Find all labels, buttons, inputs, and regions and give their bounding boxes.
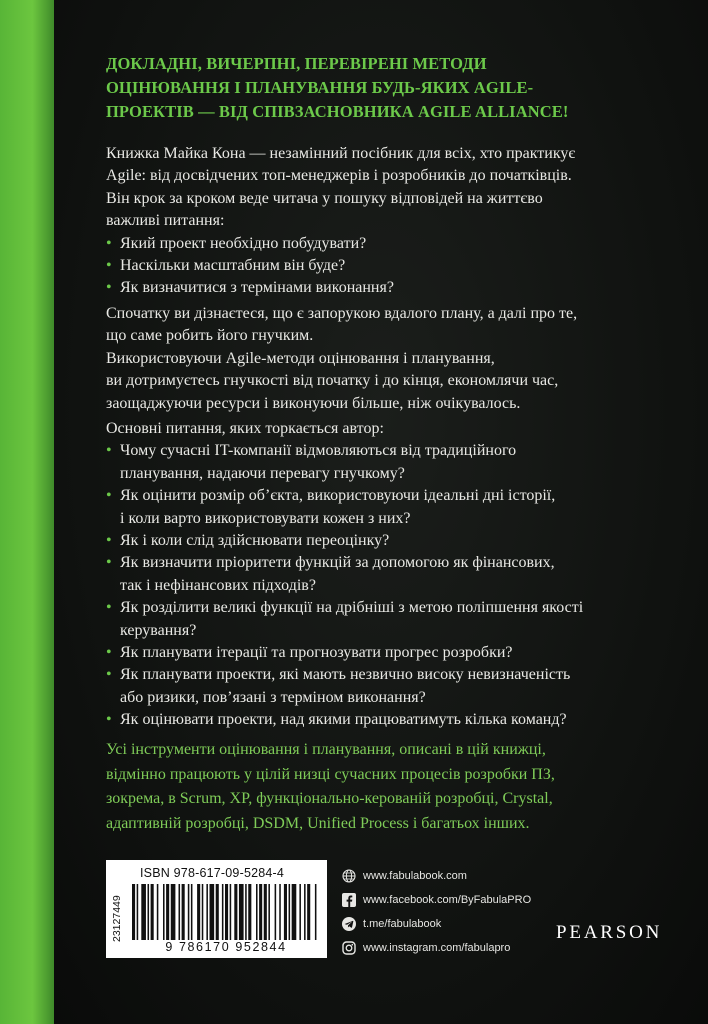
barcode-bar bbox=[191, 884, 193, 940]
barcode-bar bbox=[275, 884, 277, 940]
link-website[interactable] bbox=[342, 864, 531, 888]
barcode-bar bbox=[157, 884, 159, 940]
barcode-bar bbox=[307, 884, 310, 940]
headline-line: ОЦІНЮВАННЯ І ПЛАНУВАННЯ БУДЬ-ЯКИХ AGILE- bbox=[106, 78, 534, 97]
barcode-bar bbox=[197, 884, 200, 940]
publisher-logo: PEARSON bbox=[556, 922, 663, 943]
barcode-box bbox=[106, 860, 327, 958]
barcode-bar bbox=[171, 884, 176, 940]
list-item-text: • Який проект необхідно побудувати? bbox=[120, 234, 367, 252]
barcode-bar bbox=[132, 884, 135, 940]
closing-line: зокрема, в Scrum, XP, функціонально-керованій розробці, Crystal, bbox=[106, 790, 553, 807]
globe-icon bbox=[342, 869, 356, 883]
intro-line: Він крок за кроком веде читача у пошуку відповідей на життєво bbox=[106, 189, 543, 207]
link-text: t.me/fabulabook bbox=[363, 918, 442, 930]
isbn-label: ISBN 978-617-09-5284-4 bbox=[140, 866, 285, 880]
list-item-text: • Як визначитися з термінами виконання? bbox=[120, 279, 394, 297]
barcode-bar bbox=[292, 884, 297, 940]
barcode-bar bbox=[304, 884, 306, 940]
list-item bbox=[106, 642, 676, 664]
middle-line: заощаджуючи ресурси і виконуючи більше, ніж очікувалось. bbox=[106, 394, 521, 412]
barcode-bar bbox=[256, 884, 258, 940]
topics-section bbox=[106, 418, 676, 732]
headline-line: ПРОЕКТІВ — ВІД СПІВЗАСНОВНИКА AGILE ALLIANCE! bbox=[106, 102, 569, 121]
list-item-text: • Як оцінювати проекти, над якими працюватимуть кілька команд? bbox=[120, 711, 567, 729]
intro-line: важливі питання: bbox=[106, 212, 225, 230]
topics-intro: Основні питання, яких торкається автор: bbox=[106, 420, 384, 437]
barcode-bar bbox=[234, 884, 237, 940]
barcode-side-code: 23127449 bbox=[111, 895, 123, 943]
headline bbox=[106, 52, 666, 124]
list-item-text: • Як визначити пріоритети функцій за допомогою як фінансових, bbox=[120, 554, 555, 572]
barcode-bar bbox=[179, 884, 181, 940]
spine-stripe bbox=[0, 0, 54, 1024]
link-instagram[interactable] bbox=[342, 936, 531, 960]
middle-line: Використовуючи Agile-методи оцінювання і планування, bbox=[106, 349, 495, 367]
barcode-bar bbox=[148, 884, 150, 940]
list-item-text: планування, надаючи перевагу гнучкому? bbox=[120, 464, 405, 482]
barcode-bar bbox=[239, 884, 244, 940]
barcode-bar bbox=[137, 884, 139, 940]
closing-line: адаптивній розробці, DSDM, Unified Process і багатьох інших. bbox=[106, 814, 530, 832]
list-item bbox=[106, 255, 676, 277]
middle-line: що саме робить його гнучким. bbox=[106, 327, 314, 345]
barcode-bars bbox=[130, 884, 320, 940]
barcode-bar bbox=[268, 884, 270, 940]
list-item-text: • Як і коли слід здійснювати переоцінку? bbox=[120, 532, 390, 550]
intro-line: Agile: від досвідчених топ-менеджерів і розробників до початківців. bbox=[106, 167, 572, 185]
barcode-bar bbox=[259, 884, 262, 940]
headline-line: ДОКЛАДНІ, ВИЧЕРПНІ, ПЕРЕВІРЕНІ МЕТОДИ bbox=[106, 54, 487, 73]
link-text: www.instagram.com/fabulapro bbox=[363, 942, 511, 954]
barcode-bar bbox=[182, 884, 185, 940]
telegram-icon bbox=[342, 917, 356, 931]
barcode-bar bbox=[230, 884, 232, 940]
barcode-bar bbox=[245, 884, 247, 940]
topics-bullet-list bbox=[106, 440, 676, 731]
link-text: www.fabulabook.com bbox=[363, 870, 467, 882]
link-telegram[interactable] bbox=[342, 912, 531, 936]
barcode-bar bbox=[206, 884, 208, 940]
facebook-icon bbox=[342, 893, 356, 907]
link-text: www.facebook.com/ByFabulaPRO bbox=[363, 894, 532, 906]
barcode-bar bbox=[248, 884, 251, 940]
list-item-text: і коли варто використовувати кожен з них? bbox=[120, 509, 411, 527]
list-item bbox=[106, 233, 676, 255]
list-item bbox=[106, 664, 676, 709]
barcode-bar bbox=[188, 884, 190, 940]
barcode-bar bbox=[315, 884, 317, 940]
list-item-text: • Наскільки масштабним він буде? bbox=[120, 257, 346, 275]
barcode-bar bbox=[284, 884, 287, 940]
list-item-text: • Як планувати проекти, які мають незвично високу невизначеність bbox=[120, 666, 571, 684]
list-item-text: керування? bbox=[120, 621, 197, 639]
intro-paragraph bbox=[106, 143, 676, 300]
intro-bullet-list bbox=[106, 233, 676, 300]
barcode-bar bbox=[166, 884, 169, 940]
barcode-bar bbox=[299, 884, 301, 940]
list-item bbox=[106, 440, 676, 485]
list-item bbox=[106, 709, 676, 731]
list-item-text: або ризики, пов’язані з терміном виконання? bbox=[120, 688, 426, 706]
closing-paragraph bbox=[106, 738, 676, 836]
link-facebook[interactable] bbox=[342, 888, 531, 912]
barcode-digits: 9 786170 952844 bbox=[165, 940, 287, 954]
barcode-bar bbox=[225, 884, 228, 940]
middle-paragraph bbox=[106, 303, 676, 415]
barcode-bar bbox=[216, 884, 219, 940]
middle-line: ви дотримуєтесь гнучкості від початку і до кінця, економлячи час, bbox=[106, 372, 559, 390]
list-item bbox=[106, 277, 676, 299]
barcode-bar bbox=[202, 884, 204, 940]
instagram-icon bbox=[342, 941, 356, 955]
barcode-bar bbox=[289, 884, 291, 940]
list-item bbox=[106, 552, 676, 597]
barcode-bar bbox=[141, 884, 146, 940]
list-item-text: • Як оцінити розмір об’єкта, використовуючи ідеальні дні історії, bbox=[120, 487, 556, 505]
closing-line: Усі інструменти оцінювання і планування, описані в цій книжці, bbox=[106, 741, 546, 758]
barcode-bar bbox=[163, 884, 165, 940]
list-item bbox=[106, 530, 676, 552]
barcode-bar bbox=[279, 884, 281, 940]
list-item bbox=[106, 485, 676, 530]
closing-line: відмінно працюють у цілій низці сучасних процесів розробки ПЗ, bbox=[106, 765, 555, 783]
list-item bbox=[106, 597, 676, 642]
middle-line: Спочатку ви дізнаєтеся, що є запорукою вдалого плану, а далі про те, bbox=[106, 305, 578, 322]
barcode-bar bbox=[222, 884, 224, 940]
barcode-bar bbox=[210, 884, 215, 940]
list-item-text: • Як планувати ітерації та прогнозувати прогрес розробки? bbox=[120, 644, 513, 662]
barcode-bar bbox=[151, 884, 154, 940]
list-item-text: так і нефінансових підходів? bbox=[120, 576, 316, 594]
intro-line: Книжка Майка Кона — незамінний посібник для всіх, хто практикує bbox=[106, 145, 576, 162]
list-item-text: • Чому сучасні IT-компанії відмовляються від традиційного bbox=[120, 442, 517, 460]
barcode-bar bbox=[264, 884, 267, 940]
list-item-text: • Як розділити великі функції на дрібніші з метою поліпшення якості bbox=[120, 599, 584, 617]
social-links bbox=[342, 864, 531, 960]
